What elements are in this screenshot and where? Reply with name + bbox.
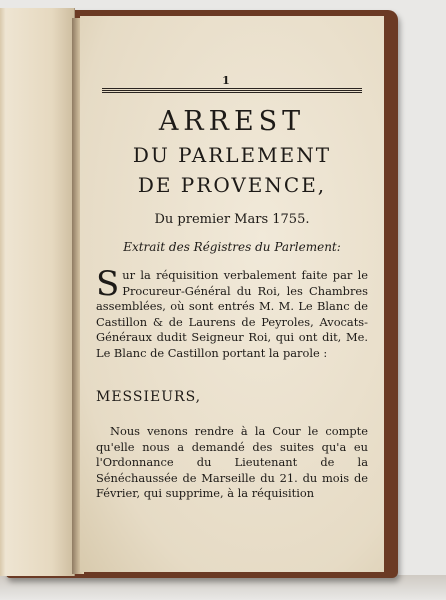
title-provence: DE PROVENCE, [137, 173, 327, 197]
table-shadow [0, 575, 446, 600]
title-arrest: ARREST [158, 106, 306, 137]
extract-heading: Extrait des Régistres du Parlement: [123, 240, 341, 254]
salutation: MESSIEURS, [96, 389, 202, 405]
page-edge [0, 8, 6, 576]
paragraph-requisition-text: ur la réquisition verbalement faite par le Procureur-Général du Roi, les Chambres assemblées, où sont entrés M. M. Le Blanc de Castillon & de Laurens de Peyroles, Avocats-Généraux dudit Seigneur Roi, qui ont dit, Me. Le Blanc de Castillon portant la parole : [96, 268, 368, 360]
decree-date: Du premier Mars 1755. [154, 212, 310, 227]
page-number: 1 [222, 74, 230, 87]
paragraph-report: Nous venons rendre à la Cour le compte qu'elle nous a demandé des suites qu'a eu l'Ordonnance du Lieutenant de la Sénéchaussée de Marseille du 21. du mois de Février, qui supprime, à la réquisition [96, 424, 368, 500]
right-page [80, 16, 384, 572]
drop-cap: S [96, 264, 120, 304]
header-rule [102, 88, 362, 93]
left-page [0, 8, 75, 576]
paragraph-requisition [96, 264, 368, 361]
title-parlement: DU PARLEMENT [132, 143, 332, 167]
